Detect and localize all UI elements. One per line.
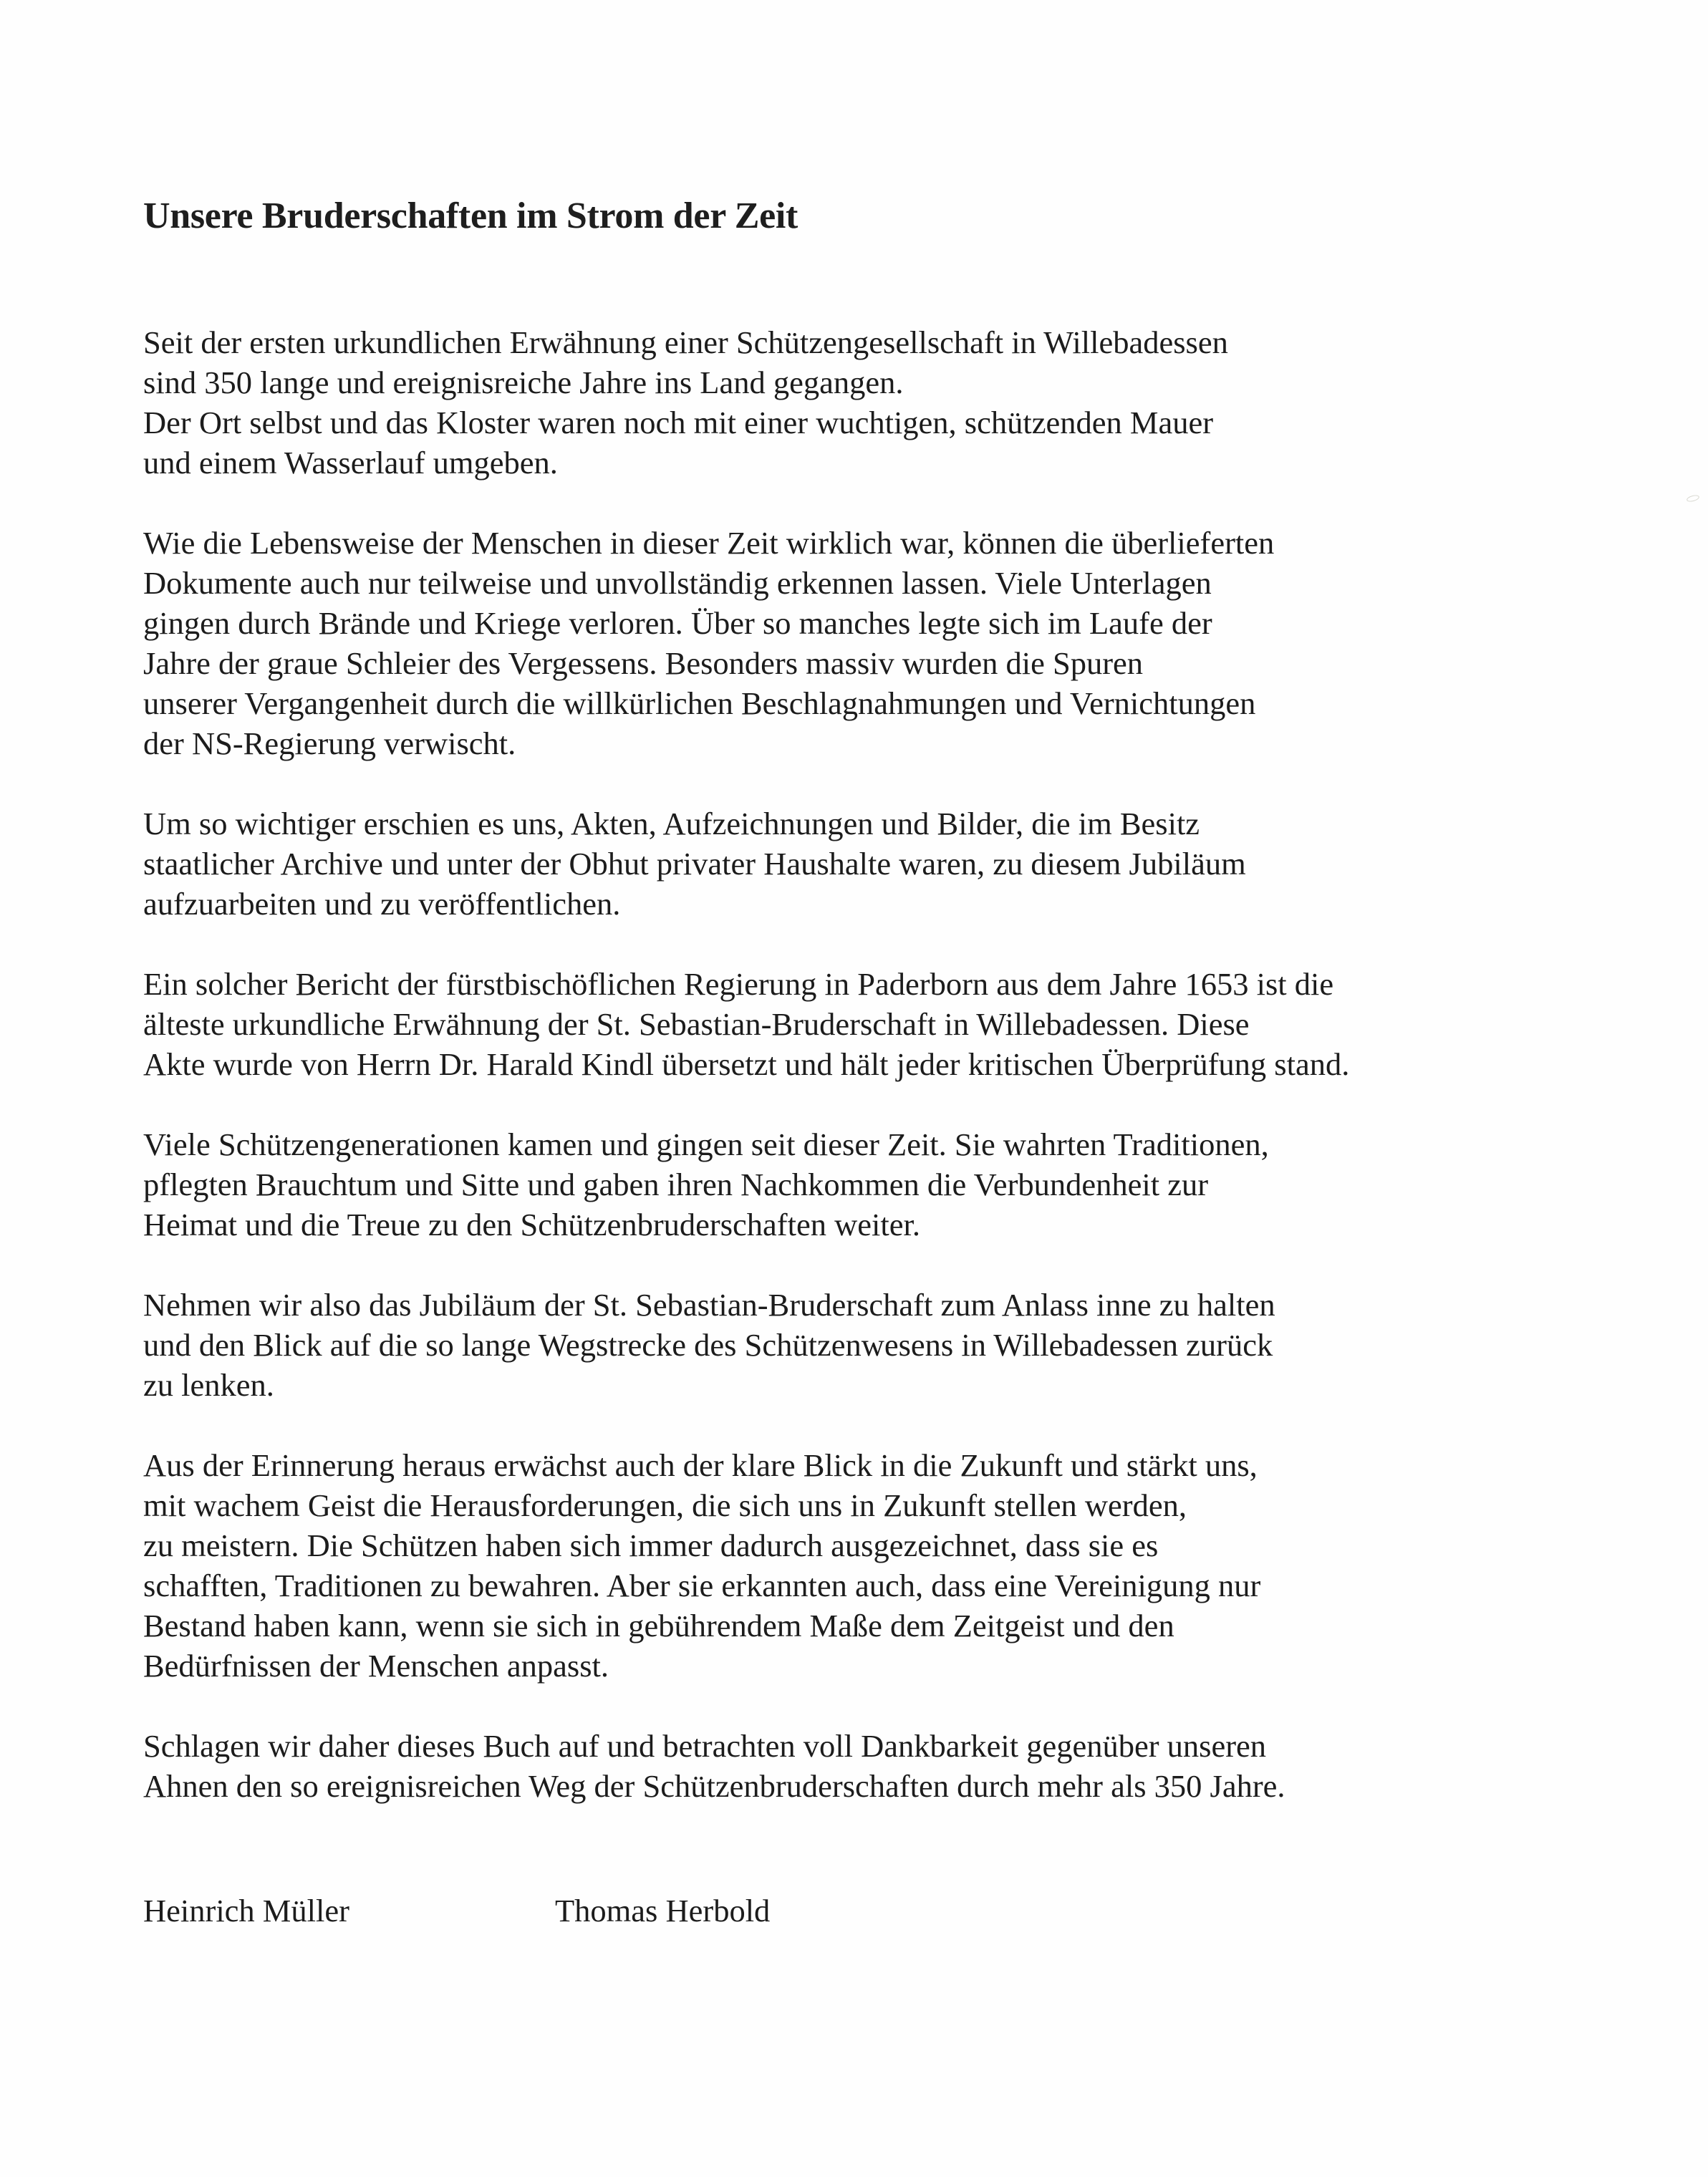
- scan-artifact: [1686, 494, 1699, 503]
- text-line: der NS-Regierung verwischt.: [143, 725, 516, 761]
- document-body: [143, 322, 1611, 1846]
- text-line: zu lenken.: [143, 1367, 274, 1403]
- text-line: staatlicher Archive und unter der Obhut privater Haushalte waren, zu diesem Jubiläum: [143, 846, 1246, 882]
- paragraph-7: [143, 1445, 1611, 1686]
- text-line: gingen durch Brände und Kriege verloren. Über so manches legte sich im Laufe der: [143, 605, 1212, 641]
- text-line: Bedürfnissen der Menschen anpasst.: [143, 1648, 609, 1684]
- paragraph-1: [143, 322, 1611, 483]
- text-line: Seit der ersten urkundlichen Erwähnung einer Schützengesellschaft in Willebadessen: [143, 324, 1228, 360]
- text-line: Wie die Lebensweise der Menschen in dieser Zeit wirklich war, können die überlieferten: [143, 525, 1275, 561]
- text-line: aufzuarbeiten und zu veröffentlichen.: [143, 886, 621, 922]
- paragraph-6: [143, 1285, 1611, 1405]
- text-line: zu meistern. Die Schützen haben sich immer dadurch ausgezeichnet, dass sie es: [143, 1527, 1159, 1563]
- text-line: Der Ort selbst und das Kloster waren noch mit einer wuchtigen, schützenden Mauer: [143, 405, 1214, 440]
- text-line: Aus der Erinnerung heraus erwächst auch der klare Blick in die Zukunft und stärkt uns,: [143, 1447, 1258, 1483]
- text-line: Bestand haben kann, wenn sie sich in gebührendem Maße dem Zeitgeist und den: [143, 1608, 1174, 1643]
- text-line: Um so wichtiger erschien es uns, Akten, Aufzeichnungen und Bilder, die im Besitz: [143, 806, 1200, 841]
- paragraph-2: [143, 523, 1611, 763]
- text-line: Ahnen den so ereignisreichen Weg der Schützenbruderschaften durch mehr als 350 Jahre.: [143, 1768, 1285, 1804]
- text-line: Jahre der graue Schleier des Vergessens. Besonders massiv wurden die Spuren: [143, 645, 1144, 681]
- text-line: älteste urkundliche Erwähnung der St. Sebastian-Bruderschaft in Willebadessen. Diese: [143, 1006, 1250, 1042]
- text-line: unserer Vergangenheit durch die willkürlichen Beschlagnahmungen und Vernichtungen: [143, 685, 1256, 721]
- text-line: pflegten Brauchtum und Sitte und gaben ihren Nachkommen die Verbundenheit zur: [143, 1167, 1209, 1202]
- text-line: Ein solcher Bericht der fürstbischöflichen Regierung in Paderborn aus dem Jahre 1653 ist die: [143, 966, 1334, 1002]
- document-title: Unsere Bruderschaften im Strom der Zeit: [143, 196, 798, 236]
- signature-name: Heinrich Müller: [143, 1893, 349, 1929]
- text-line: mit wachem Geist die Herausforderungen, die sich uns in Zukunft stellen werden,: [143, 1487, 1187, 1523]
- signature-block: [143, 1891, 1003, 1934]
- text-line: Schlagen wir daher dieses Buch auf und betrachten voll Dankbarkeit gegenüber unseren: [143, 1728, 1267, 1764]
- text-line: Akte wurde von Herrn Dr. Harald Kindl übersetzt und hält jeder kritischen Überprüfung stand.: [143, 1046, 1350, 1082]
- text-line: sind 350 lange und ereignisreiche Jahre ins Land gegangen.: [143, 365, 904, 400]
- text-line: und den Blick auf die so lange Wegstrecke des Schützenwesens in Willebadessen zurück: [143, 1327, 1273, 1363]
- paragraph-5: [143, 1124, 1611, 1245]
- paragraph-4: [143, 964, 1611, 1084]
- paragraph-3: [143, 803, 1611, 924]
- signature-name: Thomas Herbold: [555, 1893, 771, 1929]
- text-line: Viele Schützengenerationen kamen und gingen seit dieser Zeit. Sie wahrten Traditionen,: [143, 1126, 1269, 1162]
- text-line: Dokumente auch nur teilweise und unvollständig erkennen lassen. Viele Unterlagen: [143, 565, 1212, 601]
- paragraph-8: [143, 1726, 1611, 1806]
- text-line: schafften, Traditionen zu bewahren. Aber sie erkannten auch, dass eine Vereinigung nur: [143, 1568, 1261, 1603]
- text-line: Heimat und die Treue zu den Schützenbruderschaften weiter.: [143, 1207, 920, 1242]
- text-line: und einem Wasserlauf umgeben.: [143, 445, 558, 481]
- text-line: Nehmen wir also das Jubiläum der St. Sebastian-Bruderschaft zum Anlass inne zu halten: [143, 1287, 1275, 1323]
